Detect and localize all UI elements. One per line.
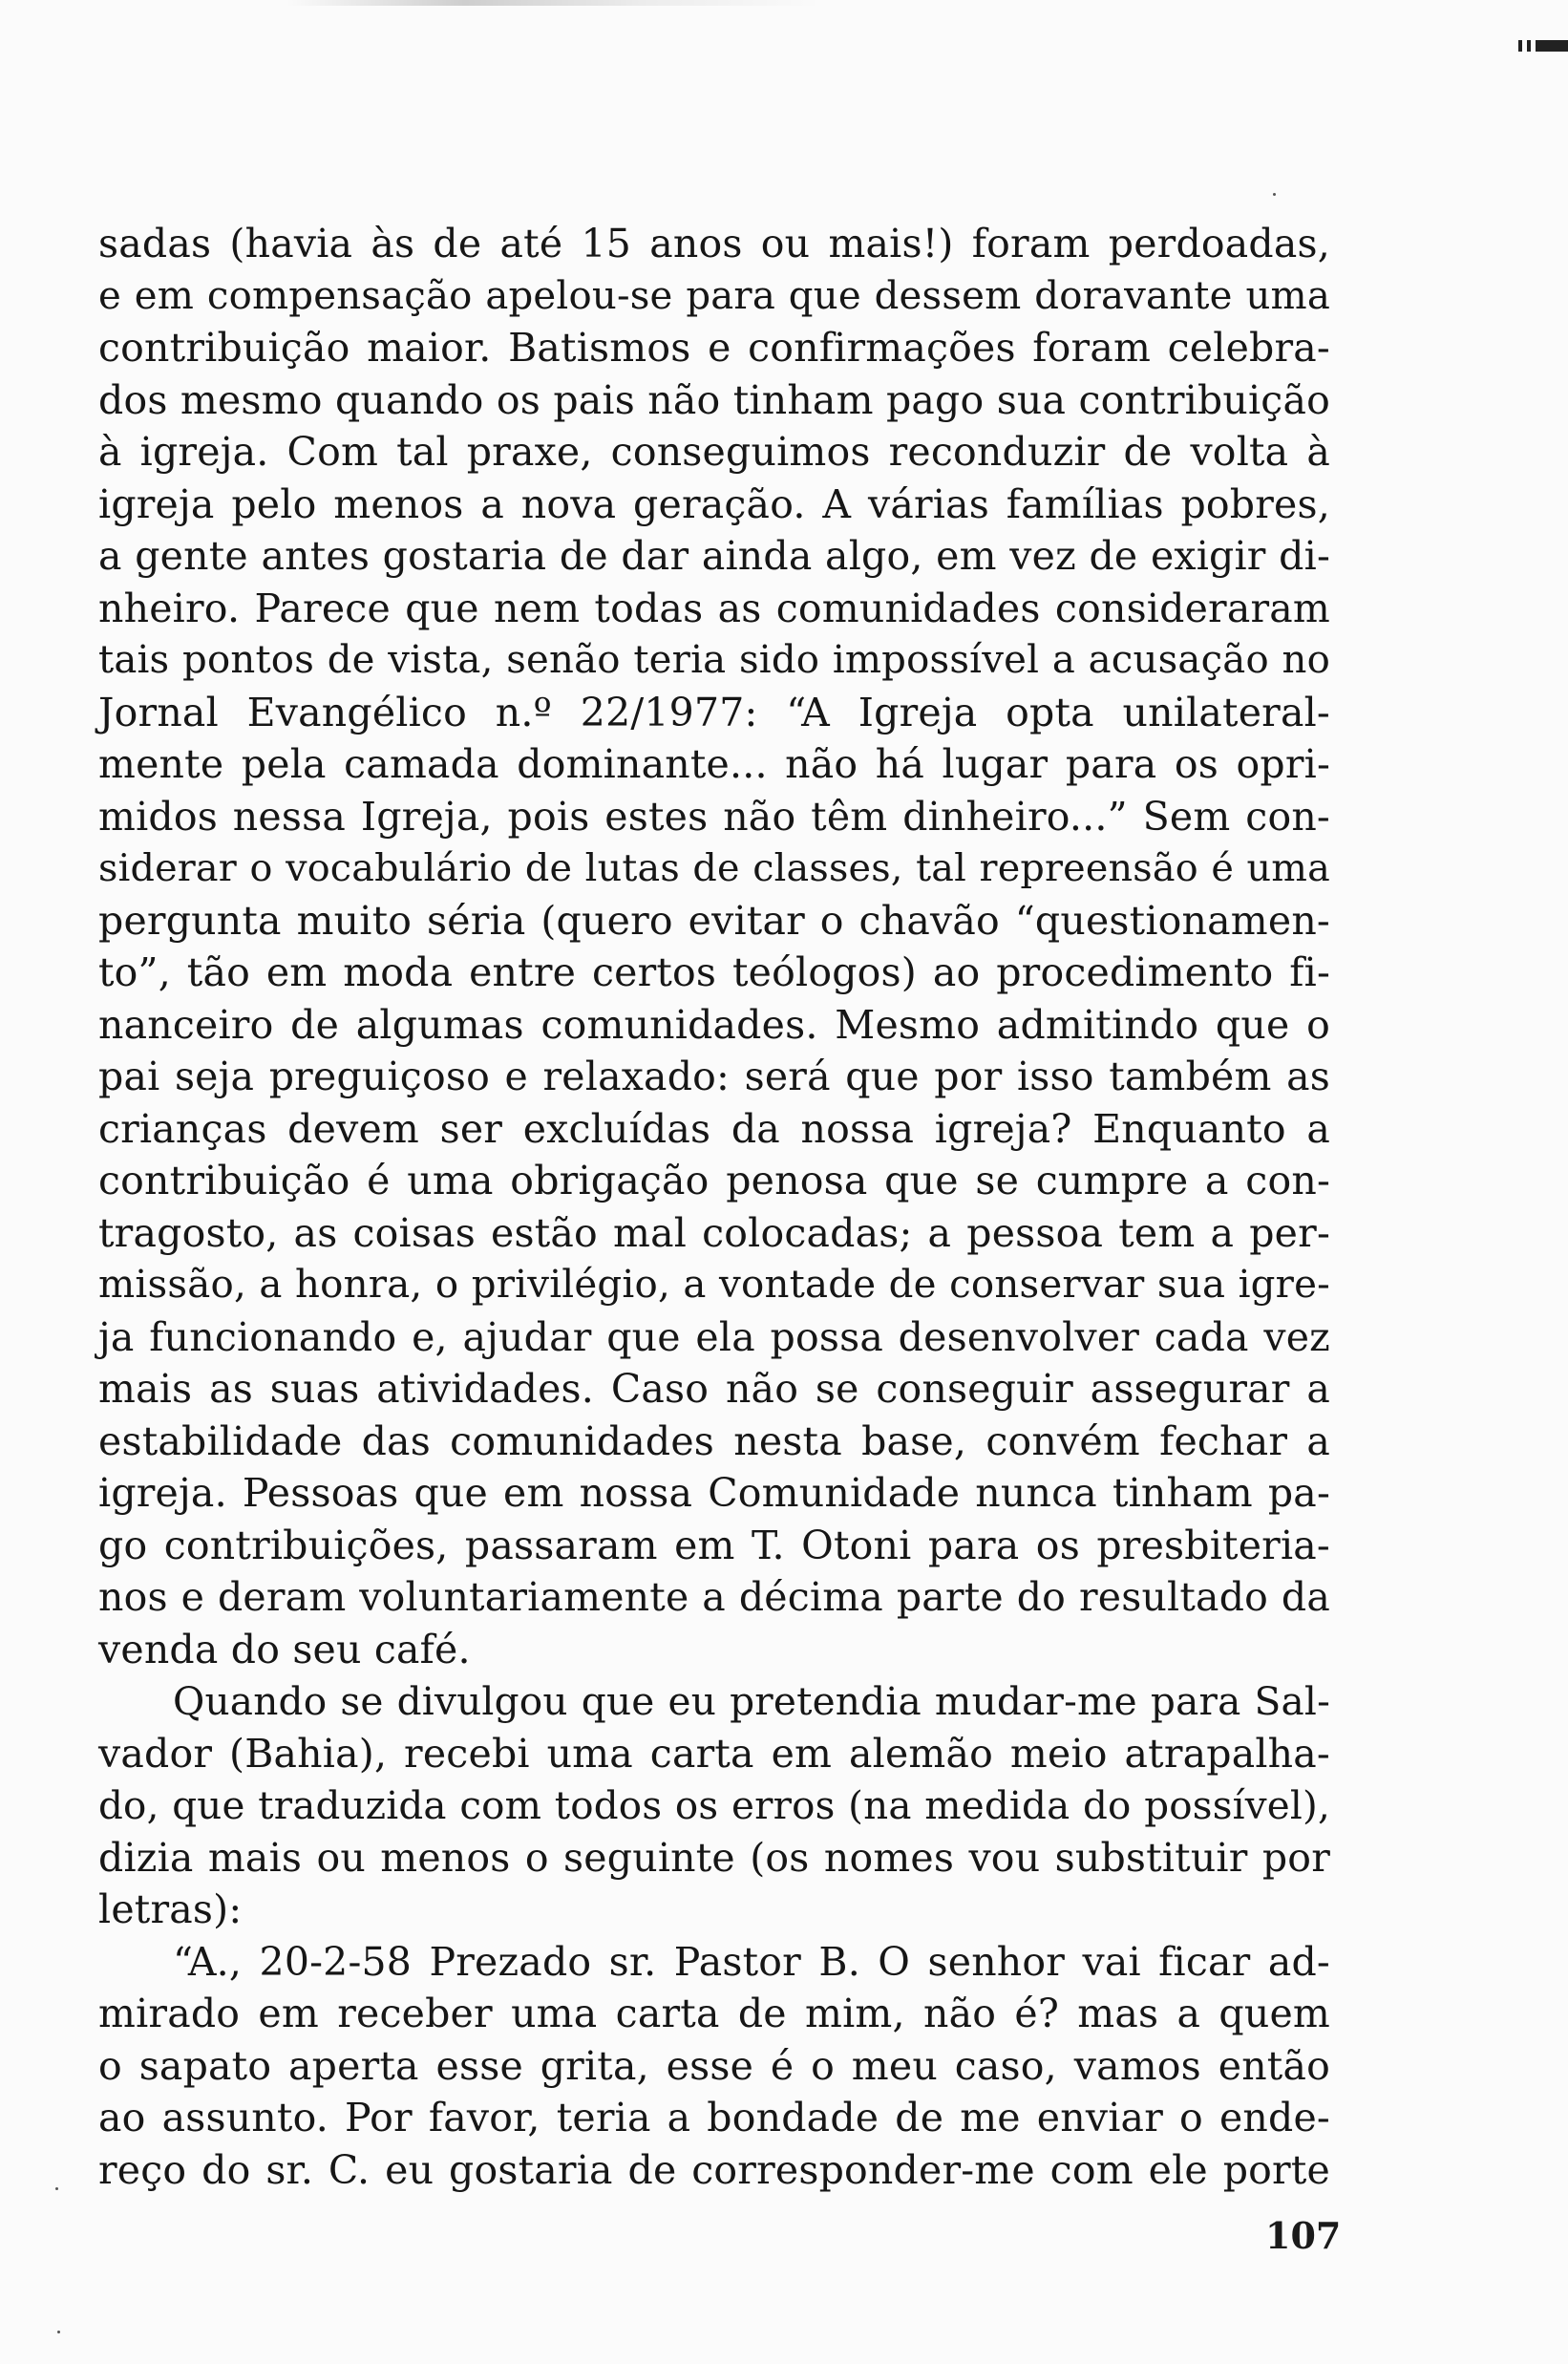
- text-line: contribuição maior. Batismos e confirmações foram celebra-: [98, 325, 1330, 371]
- text-line: Jornal Evangélico n.º 22/1977: “A Igreja opta unilateral-: [98, 689, 1330, 735]
- text-line: mais as suas atividades. Caso não se conseguir assegurar a: [98, 1366, 1330, 1412]
- text-line: ao assunto. Por favor, teria a bondade de me enviar o ende-: [98, 2095, 1330, 2140]
- text-line: igreja. Pessoas que em nossa Comunidade nunca tinham pa-: [98, 1470, 1330, 1516]
- text-line: midos nessa Igreja, pois estes não têm dinheiro...” Sem con-: [98, 793, 1330, 840]
- text-line: crianças devem ser excluídas da nossa igreja? Enquanto a: [98, 1105, 1330, 1152]
- body-text: [98, 218, 1330, 2196]
- text-line: dos mesmo quando os pais não tinham pago sua contribuição: [98, 376, 1330, 423]
- text-line: sadas (havia às de até 15 anos ou mais!) foram perdoadas,: [98, 221, 1330, 266]
- text-line: reço do sr. C. eu gostaria de corresponder-me com ele porte: [98, 2146, 1330, 2193]
- text-line: tais pontos de vista, senão teria sido impossível a acusação no: [98, 638, 1330, 682]
- text-line: mente pela camada dominante... não há lugar para os opri-: [98, 741, 1330, 787]
- text-line: estabilidade das comunidades nesta base, convém fechar a: [98, 1417, 1330, 1464]
- scan-speck: [55, 2187, 58, 2190]
- text-line: nos e deram voluntariamente a décima parte do resultado da: [98, 1574, 1330, 1620]
- text-line-indented: “A., 20-2-58 Prezado sr. Pastor B. O senhor vai ficar ad-: [173, 1938, 1330, 1985]
- text-line: contribuição é uma obrigação penosa que se cumpre a con-: [98, 1158, 1330, 1203]
- text-line: letras):: [98, 1886, 243, 1932]
- scan-speck: [57, 2331, 60, 2333]
- text-line: pai seja preguiçoso e relaxado: será que por isso também as: [98, 1054, 1330, 1099]
- text-line: o sapato aperta esse grita, esse é o meu caso, vamos então: [98, 2042, 1330, 2089]
- text-line: nheiro. Parece que nem todas as comunidades consideraram: [98, 585, 1330, 631]
- text-line: vador (Bahia), recebi uma carta em alemão meio atrapalha-: [98, 1730, 1330, 1777]
- text-line: ja funcionando e, ajudar que ela possa desenvolver cada vez: [98, 1313, 1330, 1360]
- text-line: igreja pelo menos a nova geração. A várias famílias pobres,: [98, 480, 1330, 527]
- text-line: dizia mais ou menos o seguinte (os nomes vou substituir por: [98, 1834, 1330, 1881]
- page-number: 107: [1265, 2214, 1342, 2257]
- scan-speck: [1273, 193, 1276, 196]
- text-line: e em compensação apelou-se para que dessem doravante uma: [98, 273, 1330, 318]
- text-line: tragosto, as coisas estão mal colocadas; a pessoa tem a per-: [98, 1209, 1330, 1256]
- text-line: a gente antes gostaria de dar ainda algo, em vez de exigir di-: [98, 533, 1330, 579]
- text-line: do, que traduzida com todos os erros (na medida do possível),: [98, 1782, 1330, 1828]
- text-line: to”, tão em moda entre certos teólogos) ao procedimento fi-: [98, 949, 1330, 995]
- text-line: mirado em receber uma carta de mim, não é? mas a quem: [98, 1991, 1330, 2036]
- text-line: venda do seu café.: [98, 1626, 471, 1672]
- scan-edge-mark: [1518, 40, 1568, 52]
- scan-shadow: [286, 0, 821, 6]
- text-line: missão, a honra, o privilégio, a vontade de conservar sua igre-: [98, 1262, 1330, 1307]
- text-line: nanceiro de algumas comunidades. Mesmo admitindo que o: [98, 1001, 1330, 1048]
- text-line-indented: Quando se divulgou que eu pretendia mudar-me para Sal-: [173, 1678, 1330, 1724]
- text-line: à igreja. Com tal praxe, conseguimos reconduzir de volta à: [98, 429, 1330, 475]
- text-line: siderar o vocabulário de lutas de classes, tal repreensão é uma: [98, 846, 1330, 890]
- text-line: go contribuições, passaram em T. Otoni para os presbiteria-: [98, 1522, 1330, 1568]
- text-line: pergunta muito séria (quero evitar o chavão “questionamen-: [98, 897, 1330, 944]
